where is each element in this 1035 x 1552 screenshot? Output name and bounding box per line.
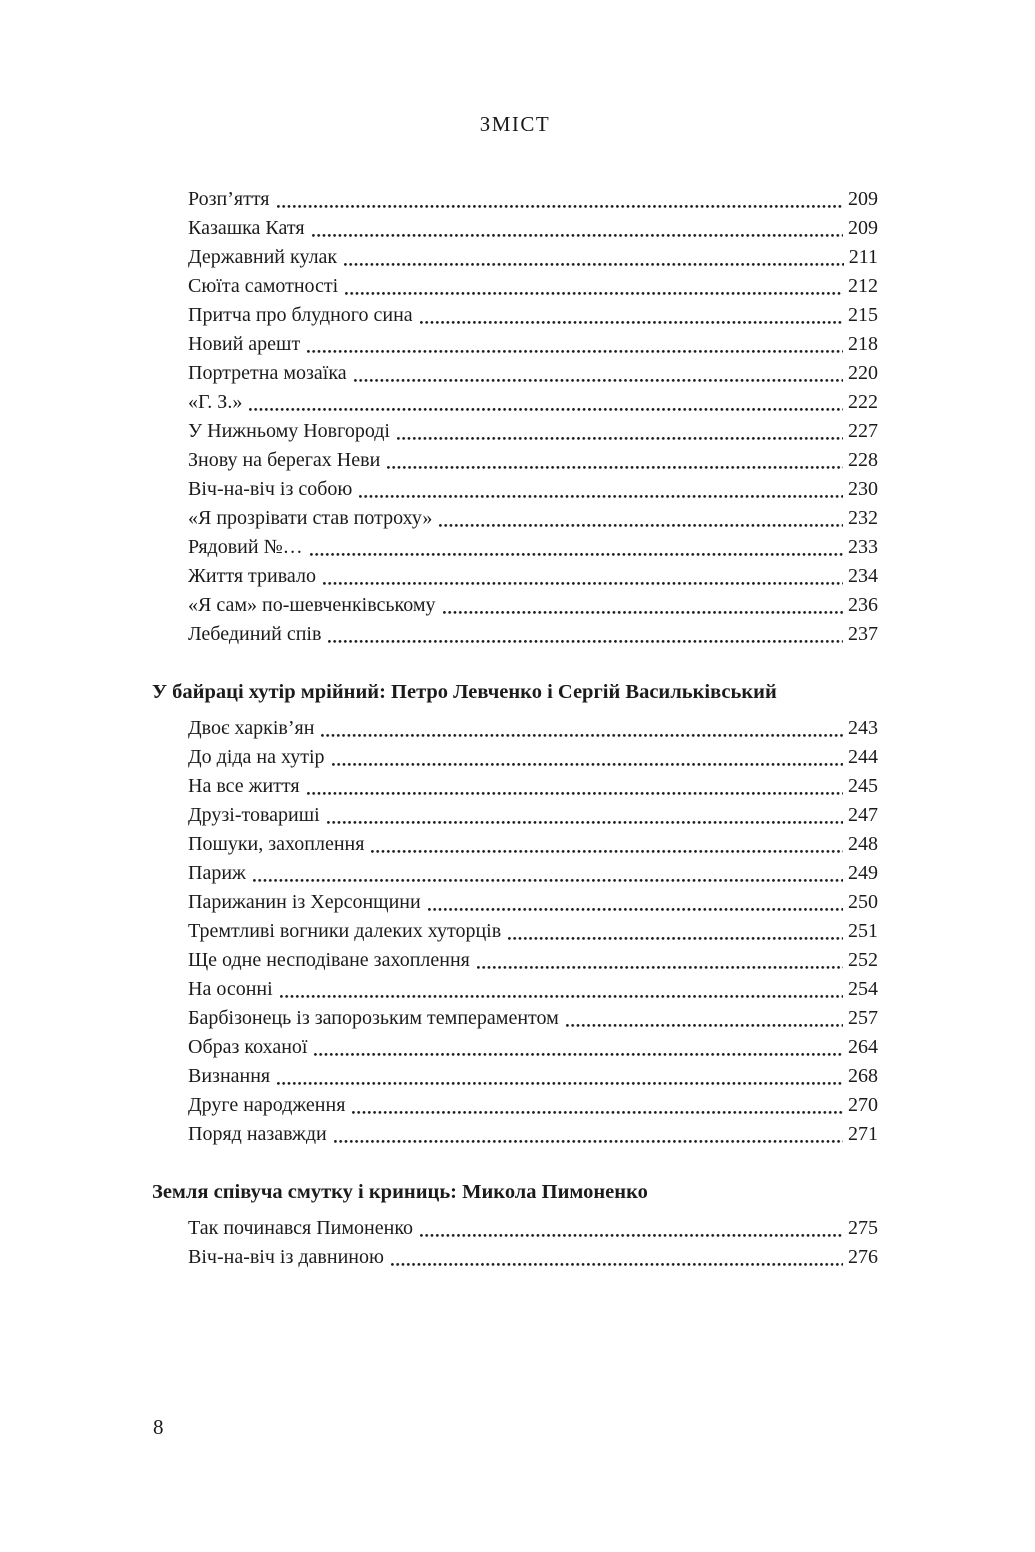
entry-title: Париж	[188, 862, 246, 884]
entry-title: Поряд назавжди	[188, 1123, 327, 1145]
toc-entry	[188, 417, 878, 446]
page-number: 8	[153, 1415, 164, 1439]
toc-entry	[188, 504, 878, 533]
dot-leader	[428, 888, 843, 917]
entry-page-number: 250	[848, 891, 878, 913]
entry-page-number: 233	[848, 536, 878, 558]
toc-entry	[188, 620, 878, 649]
dot-leader	[566, 1004, 843, 1033]
dot-leader	[344, 243, 844, 272]
dot-leader	[420, 301, 843, 330]
entry-title: Розп’яття	[188, 188, 270, 210]
section-heading: Земля співуча смутку і криниць: Микола Пимоненко	[152, 1181, 648, 1203]
toc-entry	[188, 185, 878, 214]
dot-leader	[312, 214, 843, 243]
dot-leader	[359, 475, 843, 504]
entry-title: До діда на хутір	[188, 746, 325, 768]
entry-page-number: 254	[848, 978, 878, 1000]
toc-entry	[188, 446, 878, 475]
toc-entry	[188, 1004, 878, 1033]
entry-title: Рядовий №…	[188, 536, 303, 558]
toc-entry	[188, 714, 878, 743]
dot-leader	[345, 272, 843, 301]
entry-page-number: 245	[848, 775, 878, 797]
dot-leader	[277, 185, 843, 214]
dot-leader	[280, 975, 843, 1004]
entry-page-number: 264	[848, 1036, 878, 1058]
toc-list	[152, 185, 878, 1272]
entry-title: Пошуки, захоплення	[188, 833, 365, 855]
entry-page-number: 236	[848, 594, 878, 616]
entry-title: Друге народження	[188, 1094, 346, 1116]
section-entries	[152, 185, 878, 649]
entry-page-number: 247	[848, 804, 878, 826]
toc-entry	[188, 772, 878, 801]
toc-entry	[188, 359, 878, 388]
toc-entry	[188, 1062, 878, 1091]
entry-title: Казашка Катя	[188, 217, 305, 239]
entry-title: Двоє харків’ян	[188, 717, 315, 739]
dot-leader	[420, 1214, 843, 1243]
toc-entry	[188, 214, 878, 243]
entry-page-number: 220	[848, 362, 878, 384]
toc-entry	[188, 475, 878, 504]
toc-entry	[188, 1091, 878, 1120]
toc-entry	[188, 301, 878, 330]
entry-page-number: 209	[848, 217, 878, 239]
toc-page	[0, 112, 1035, 1272]
entry-title: У Нижньому Новгороді	[188, 420, 390, 442]
section-entries	[152, 1214, 878, 1272]
entry-page-number: 222	[848, 391, 878, 413]
entry-page-number: 211	[848, 246, 878, 268]
entry-title: «Я прозрівати став потроху»	[188, 507, 433, 529]
entry-page-number: 237	[848, 623, 878, 645]
entry-page-number: 248	[848, 833, 878, 855]
entry-page-number: 270	[848, 1094, 878, 1116]
toc-entry	[188, 1214, 878, 1243]
entry-title: Притча про блудного сина	[188, 304, 413, 326]
entry-page-number: 212	[848, 275, 878, 297]
dot-leader	[352, 1091, 843, 1120]
dot-leader	[334, 1120, 843, 1149]
entry-page-number: 209	[848, 188, 878, 210]
toc-entry	[188, 533, 878, 562]
entry-title: Барбізонець із запорозьким темпераментом	[188, 1007, 559, 1029]
entry-title: Тремтливі вогники далеких хуторців	[188, 920, 502, 942]
entry-page-number: 252	[848, 949, 878, 971]
entry-title: Так починався Пимоненко	[188, 1217, 414, 1239]
toc-entry	[188, 562, 878, 591]
entry-page-number: 215	[848, 304, 878, 326]
dot-leader	[310, 533, 843, 562]
toc-entry	[188, 743, 878, 772]
toc-entry	[188, 946, 878, 975]
entry-page-number: 257	[848, 1007, 878, 1029]
entry-page-number: 244	[848, 746, 878, 768]
dot-leader	[327, 801, 843, 830]
toc-entry	[188, 801, 878, 830]
entry-title: Ще одне несподіване захоплення	[188, 949, 470, 971]
toc-entry	[188, 830, 878, 859]
dot-leader	[307, 330, 843, 359]
entry-page-number: 276	[848, 1246, 878, 1268]
entry-title: «Я сам» по-шевченківському	[188, 594, 436, 616]
entry-page-number: 251	[848, 920, 878, 942]
dot-leader	[508, 917, 843, 946]
entry-page-number: 230	[848, 478, 878, 500]
dot-leader	[354, 359, 843, 388]
toc-entry	[188, 859, 878, 888]
entry-page-number: 227	[848, 420, 878, 442]
dot-leader	[371, 830, 843, 859]
toc-entry	[188, 272, 878, 301]
dot-leader	[249, 388, 843, 417]
dot-leader	[391, 1243, 843, 1272]
dot-leader	[307, 772, 843, 801]
entry-page-number: 249	[848, 862, 878, 884]
dot-leader	[277, 1062, 843, 1091]
entry-title: Лебединий спів	[188, 623, 322, 645]
entry-title: «Г. З.»	[188, 391, 243, 413]
dot-leader	[328, 620, 843, 649]
entry-title: Державний кулак	[188, 246, 338, 268]
toc-entry	[188, 1243, 878, 1272]
dot-leader	[253, 859, 843, 888]
page-title: ЗМІСТ	[479, 112, 551, 136]
toc-entry	[188, 243, 878, 272]
entry-title: Життя тривало	[188, 565, 316, 587]
entry-title: На осонні	[188, 978, 273, 1000]
entry-page-number: 228	[848, 449, 878, 471]
entry-title: Друзі-товариші	[188, 804, 320, 826]
entry-page-number: 234	[848, 565, 878, 587]
dot-leader	[314, 1033, 843, 1062]
toc-entry	[188, 388, 878, 417]
dot-leader	[387, 446, 843, 475]
section-heading: У байраці хутір мрійний: Петро Левченко і Сергій Васильківський	[152, 681, 777, 703]
entry-title: Віч-на-віч із давниною	[188, 1246, 384, 1268]
entry-page-number: 275	[848, 1217, 878, 1239]
dot-leader	[323, 562, 843, 591]
dot-leader	[397, 417, 843, 446]
toc-entry	[188, 1120, 878, 1149]
toc-entry	[188, 888, 878, 917]
entry-title: Знову на берегах Неви	[188, 449, 381, 471]
toc-entry	[188, 1033, 878, 1062]
entry-page-number: 218	[848, 333, 878, 355]
toc-entry	[188, 975, 878, 1004]
section-entries	[152, 714, 878, 1149]
entry-page-number: 268	[848, 1065, 878, 1087]
entry-title: Образ коханої	[188, 1036, 308, 1058]
entry-page-number: 271	[848, 1123, 878, 1145]
entry-title: На все життя	[188, 775, 300, 797]
entry-title: Новий арешт	[188, 333, 301, 355]
toc-entry	[188, 591, 878, 620]
entry-title: Парижанин із Херсонщини	[188, 891, 421, 913]
entry-page-number: 243	[848, 717, 878, 739]
dot-leader	[477, 946, 843, 975]
dot-leader	[332, 743, 843, 772]
toc-entry	[188, 917, 878, 946]
entry-title: Визнання	[188, 1065, 271, 1087]
dot-leader	[321, 714, 843, 743]
dot-leader	[439, 504, 843, 533]
dot-leader	[443, 591, 843, 620]
entry-title: Портретна мозаїка	[188, 362, 347, 384]
entry-title: Сюїта самотності	[188, 275, 339, 297]
entry-page-number: 232	[848, 507, 878, 529]
toc-entry	[188, 330, 878, 359]
entry-title: Віч-на-віч із собою	[188, 478, 353, 500]
